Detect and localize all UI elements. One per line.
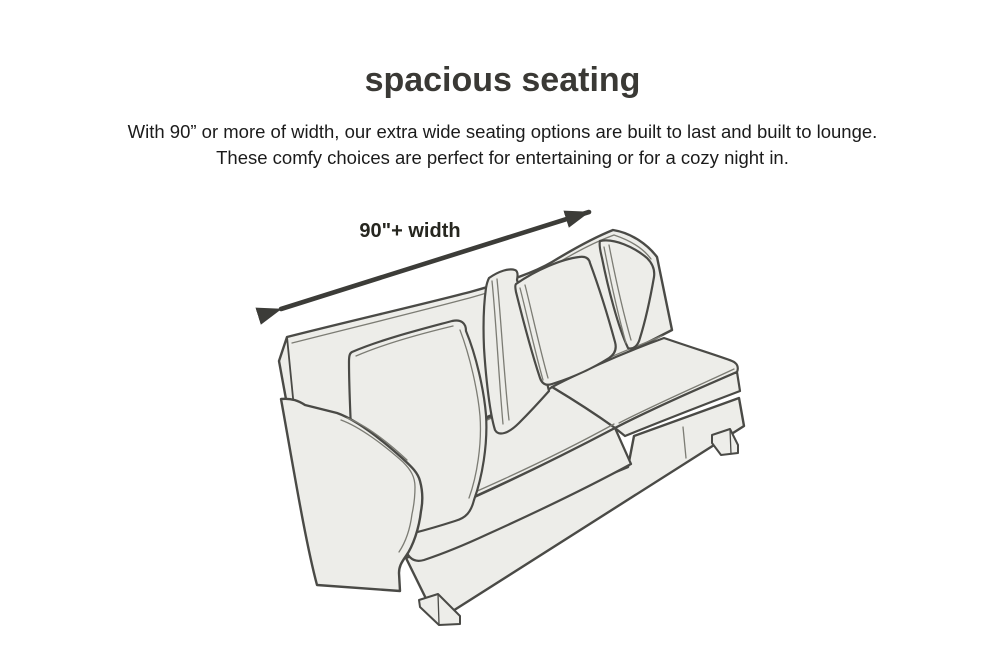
description-line-1: With 90” or more of width, our extra wide seating options are built to last and built to lounge. [127, 121, 878, 142]
dimension-label: 90"+ width [359, 220, 461, 242]
page-title: spacious seating [364, 61, 641, 99]
description-line-2: These comfy choices are perfect for entertaining or for a cozy night in. [216, 147, 789, 168]
